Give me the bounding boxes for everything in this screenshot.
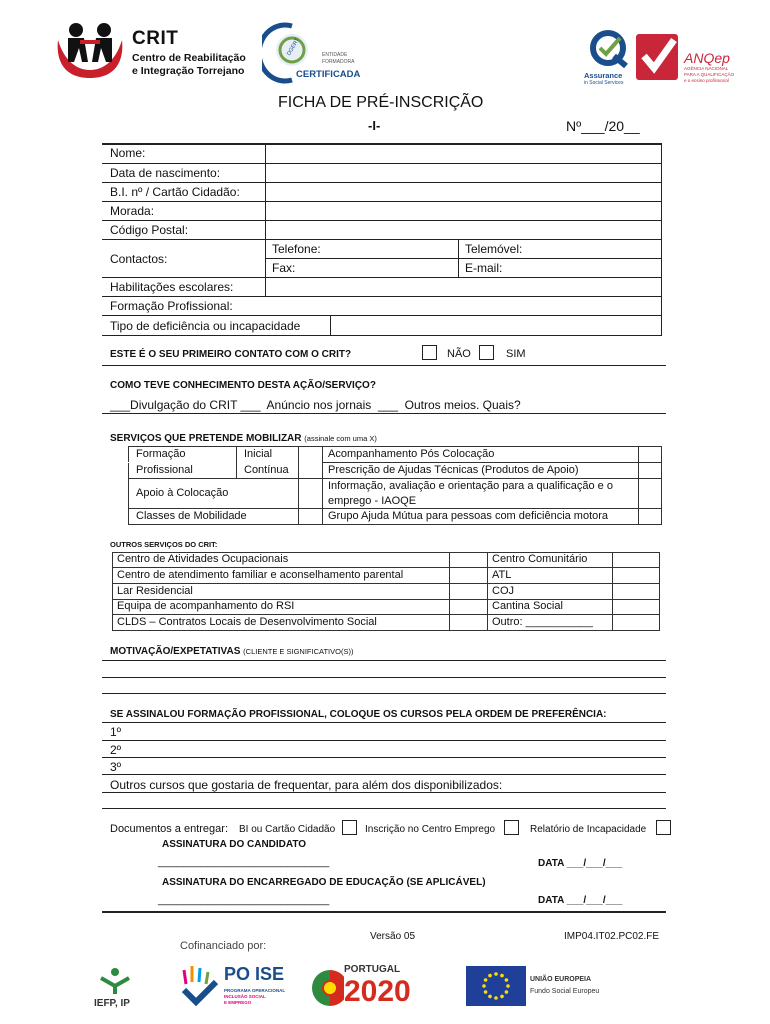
- svc-check-classes[interactable]: [299, 509, 321, 524]
- course-3[interactable]: 3º: [110, 760, 122, 774]
- certified-arc-text: DGERT: [286, 37, 301, 57]
- eu-sub: Fundo Social Europeu: [530, 988, 600, 995]
- portugal-year: 2020: [344, 975, 411, 1008]
- first-contact-question: ESTE É O SEU PRIMEIRO CONTATO COM O CRIT?: [110, 349, 352, 360]
- documents-label: Documentos a entregar:: [110, 823, 229, 835]
- portugal-flag-icon: [310, 966, 344, 1010]
- motivation-hint: (CLIENTE E SIGNIFICATIVO(S)): [243, 647, 354, 656]
- motivation-line-1[interactable]: [102, 661, 666, 677]
- iefp-name: IEFP, IP: [94, 998, 130, 1009]
- svc-check-inicial[interactable]: [299, 447, 321, 462]
- sponsors-title: Cofinanciado por:: [180, 940, 267, 952]
- label-morada: Morada:: [110, 204, 155, 218]
- poise-icon: [180, 964, 220, 1006]
- anqep-name: ANQep: [684, 50, 730, 66]
- signature-candidate-date[interactable]: DATA ___/___/___: [538, 858, 623, 869]
- label-contactos: Contactos:: [110, 252, 168, 266]
- svc-check-right-0[interactable]: [639, 447, 661, 462]
- poise-sub1: PROGRAMA OPERACIONAL: [224, 988, 286, 993]
- crit-logo-name: CRIT: [132, 28, 179, 49]
- other-check-right[interactable]: [613, 553, 659, 630]
- eu-title: UNIÃO EUROPEIA: [530, 976, 592, 983]
- svc-continua: Contínua: [244, 464, 289, 476]
- input-bi[interactable]: [267, 183, 660, 200]
- svc-check-right-2[interactable]: [639, 479, 661, 508]
- services-title: [110, 433, 377, 444]
- label-nascimento: Data de nascimento:: [110, 166, 221, 180]
- crit-people-icon: [52, 18, 128, 84]
- poise-logo: [180, 962, 300, 1012]
- iefp-logo: [90, 966, 140, 1016]
- other-right-1: ATL: [492, 569, 512, 581]
- certified-small2: FORMADORA: [322, 59, 355, 65]
- label-email[interactable]: E-mail:: [465, 261, 503, 275]
- other-services-title: OUTROS SERVIÇOS DO CRIT:: [110, 540, 218, 549]
- anqep-sub1: AGÊNCIA NACIONAL: [684, 66, 729, 71]
- input-morada[interactable]: [267, 202, 660, 219]
- signature-guardian-label: ASSINATURA DO ENCARREGADO DE EDUCAÇÃO (SE APLICÁVEL): [162, 877, 486, 888]
- eu-flag-icon: [466, 966, 526, 1006]
- input-deficiencia[interactable]: [332, 316, 660, 334]
- other-left-3: Equipa de acompanhamento do RSI: [117, 600, 295, 612]
- svc-formacao-2: Profissional: [136, 464, 193, 476]
- services-title-text: SERVIÇOS QUE PRETENDE MOBILIZAR: [110, 433, 302, 444]
- svc-right-1: Prescrição de Ajudas Técnicas (Produtos de Apoio): [328, 464, 579, 476]
- services-table: [128, 446, 662, 525]
- form-number: Nº___/20__: [566, 118, 640, 134]
- poise-name: PO ISE: [224, 964, 285, 984]
- courses-title: SE ASSINALOU FORMAÇÃO PROFISSIONAL, COLOQUE OS CURSOS PELA ORDEM DE PREFERÊNCIA:: [110, 709, 607, 720]
- label-nome: Nome:: [110, 146, 146, 160]
- label-formacao: Formação Profissional:: [110, 299, 233, 313]
- input-formacao[interactable]: [267, 297, 660, 314]
- doc-bi-label: BI ou Cartão Cidadão: [239, 824, 336, 835]
- other-right-4[interactable]: Outro: ___________: [492, 616, 593, 628]
- checkbox-doc-relatorio[interactable]: [656, 820, 671, 835]
- checkbox-sim[interactable]: [479, 345, 494, 360]
- svc-right-4: Grupo Ajuda Mútua para pessoas com deficiência motora: [328, 510, 609, 522]
- poise-sub3: E EMPREGO: [224, 1000, 252, 1005]
- anqep-check-icon: [634, 28, 682, 84]
- eu-logo: [466, 966, 626, 1010]
- signature-candidate-label: ASSINATURA DO CANDIDATO: [162, 839, 307, 850]
- other-right-3: Cantina Social: [492, 600, 563, 612]
- other-left-2: Lar Residencial: [117, 585, 193, 597]
- other-left-4: CLDS – Contratos Locais de Desenvolvimento Social: [117, 616, 377, 628]
- other-right-0: Centro Comunitário: [492, 553, 588, 565]
- courses-others-line[interactable]: [102, 793, 666, 808]
- doc-relatorio-label: Relatório de Incapacidade: [530, 824, 647, 835]
- services-hint: (assinale com uma X): [304, 434, 377, 443]
- label-nao: NÃO: [447, 348, 471, 360]
- svc-check-right-4[interactable]: [639, 509, 661, 524]
- svc-check-apoio[interactable]: [299, 479, 321, 508]
- page-title: FICHA DE PRÉ-INSCRIÇÃO: [278, 94, 484, 111]
- knowledge-answer[interactable]: ___Divulgação do CRIT ___ Anúncio nos jornais ___ Outros meios. Quais?: [110, 398, 521, 412]
- svc-right-3: emprego - IAOQE: [328, 495, 417, 507]
- other-left-1: Centro de atendimento familiar e aconselhamento parental: [117, 569, 404, 581]
- motivation-title-text: MOTIVAÇÃO/EXPETATIVAS: [110, 646, 241, 657]
- svc-apoio: Apoio à Colocação: [136, 487, 229, 499]
- footer-code: IMP04.IT02.PC02.FE: [564, 931, 660, 942]
- label-deficiencia: Tipo de deficiência ou incapacidade: [110, 319, 301, 333]
- knowledge-question: COMO TEVE CONHECIMENTO DESTA AÇÃO/SERVIÇO?: [110, 380, 376, 391]
- poise-sub2: INCLUSÃO SOCIAL: [224, 994, 266, 999]
- equass-logo: [584, 28, 634, 88]
- checkbox-doc-inscricao[interactable]: [504, 820, 519, 835]
- svc-check-continua[interactable]: [299, 463, 321, 478]
- iefp-icon: [98, 966, 132, 996]
- other-right-2: COJ: [492, 585, 514, 597]
- motivation-line-2[interactable]: [102, 678, 666, 693]
- equass-line1: Assurance: [584, 71, 623, 80]
- equass-line2: in Social Services: [584, 80, 624, 86]
- label-fax[interactable]: Fax:: [272, 261, 296, 275]
- label-habilitacoes: Habilitações escolares:: [110, 280, 234, 294]
- certified-small1: ENTIDADE: [322, 52, 348, 58]
- other-left-0: Centro de Atividades Ocupacionais: [117, 553, 289, 565]
- label-bi: B.I. nº / Cartão Cidadão:: [110, 185, 240, 199]
- signature-guardian-line[interactable]: ____________________________: [158, 894, 330, 906]
- portugal-text: PORTUGAL: [344, 964, 401, 975]
- crit-logo-line1: Centro de Reabilitação: [132, 52, 246, 64]
- input-habilitacoes[interactable]: [267, 278, 660, 295]
- svc-check-right-1[interactable]: [639, 463, 661, 478]
- certified-entity-logo: [262, 22, 362, 84]
- label-sim: SIM: [506, 348, 526, 360]
- crit-logo: [52, 18, 252, 84]
- crit-logo-line2: e Integração Torrejano: [132, 65, 245, 77]
- checkbox-doc-bi[interactable]: [342, 820, 357, 835]
- label-codigo-postal: Código Postal:: [110, 223, 189, 237]
- label-telefone[interactable]: Telefone:: [272, 242, 321, 256]
- courses-others: Outros cursos que gostaria de frequentar, para além dos disponibilizados:: [110, 778, 503, 792]
- equass-q-icon: [586, 28, 632, 70]
- svc-classes: Classes de Mobilidade: [136, 510, 247, 522]
- anqep-logo: [634, 28, 750, 90]
- svc-right-2: Informação, avaliação e orientação para a qualificação e o: [328, 480, 613, 492]
- signature-guardian-date[interactable]: DATA ___/___/___: [538, 895, 623, 906]
- motivation-title: [110, 646, 353, 657]
- other-services-table: [112, 552, 660, 631]
- other-check-left[interactable]: [450, 553, 486, 630]
- anqep-sub3: e o ensino profissional: [684, 78, 729, 83]
- anqep-sub2: PARA A QUALIFICAÇÃO: [684, 72, 735, 77]
- portugal2020-logo: [310, 962, 450, 1014]
- input-codigo-postal[interactable]: [267, 221, 660, 238]
- footer-version: Versão 05: [370, 931, 416, 942]
- label-telemovel[interactable]: Telemóvel:: [465, 242, 523, 256]
- course-1[interactable]: 1º: [110, 725, 122, 739]
- certified-big: CERTIFICADA: [296, 69, 361, 80]
- doc-inscricao-label: Inscrição no Centro Emprego: [365, 824, 496, 835]
- svc-inicial: Inicial: [244, 448, 273, 460]
- svc-right-0: Acompanhamento Pós Colocação: [328, 448, 495, 460]
- page-subtitle: -I-: [368, 118, 381, 133]
- checkbox-nao[interactable]: [422, 345, 437, 360]
- input-nascimento[interactable]: [267, 164, 660, 181]
- signature-candidate-line[interactable]: ____________________________: [158, 856, 330, 868]
- input-nome[interactable]: [267, 145, 660, 162]
- course-2[interactable]: 2º: [110, 743, 122, 757]
- svc-formacao-1: Formação: [136, 448, 186, 460]
